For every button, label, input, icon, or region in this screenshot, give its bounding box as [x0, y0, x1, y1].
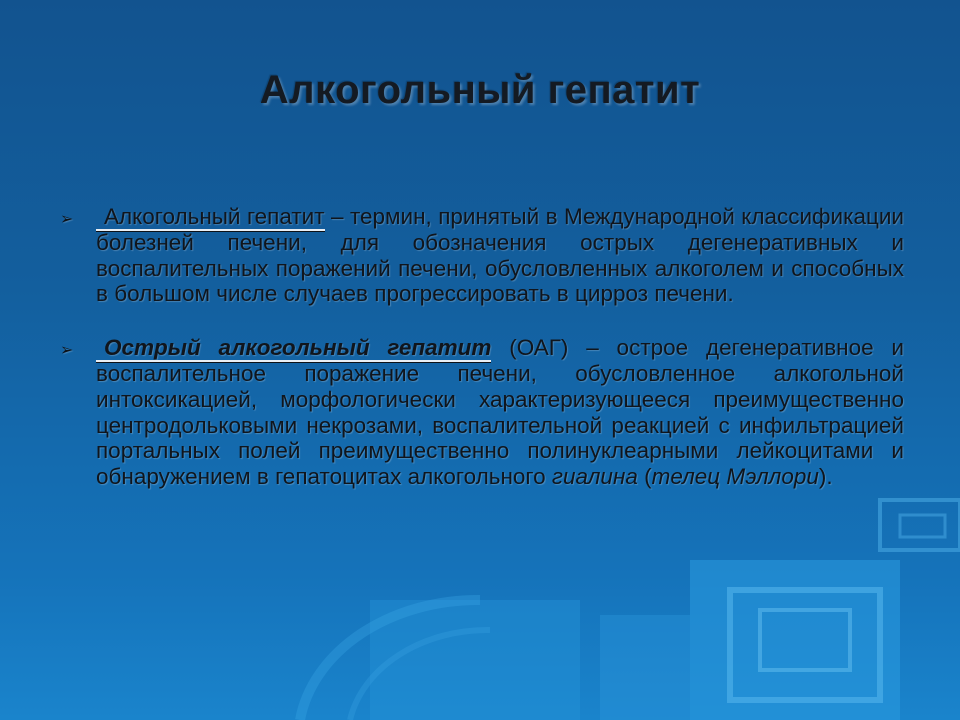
hyaline-term: гиалина [551, 464, 638, 490]
deco-block [730, 590, 880, 700]
definition-text: – термин, принятый в Международной классификации болезней печени, для обозначения острых дегенеративных и воспалительных поражений печени, обусловленных алкоголем и способных в большом числе случаев прогрессировать в цирроз печени. [96, 204, 904, 307]
paren-open: ( [637, 464, 652, 490]
bullet-definition [60, 204, 904, 307]
acute-definition-text: – острое дегенеративное и воспалительное поражение печени, обусловленное алкогольной интоксикацией, морфологически характеризующееся преимущественно центродольковыми некрозами, воспалительной реакцией с инфильтрацией портальных полей преимущественно полинуклеарными лейкоцитами и обнаружением в гепатоцитах алкогольного [96, 335, 904, 490]
arrow-bullet-icon: ➢ [60, 209, 74, 228]
arrow-bullet-icon: ➢ [60, 340, 74, 360]
deco-block [760, 610, 850, 670]
mallory-bodies-term: телец Мэллори [651, 464, 819, 490]
paren-close: ). [818, 464, 833, 490]
deco-block [880, 500, 960, 550]
deco-block [900, 515, 945, 537]
deco-block [370, 600, 580, 720]
deco-block [600, 615, 690, 720]
bullet-list [60, 204, 904, 490]
abbreviation: (ОАГ) [491, 335, 569, 361]
deco-arc [300, 600, 480, 720]
term-acute-alcoholic-hepatitis: Острый алкогольный гепатит [96, 335, 491, 362]
deco-arc [350, 630, 490, 720]
deco-block [690, 560, 900, 720]
bullet-acute-definition [60, 335, 904, 490]
term-alcoholic-hepatitis: Алкогольный гепатит [96, 204, 325, 231]
slide-title: Алкогольный гепатит [259, 68, 701, 112]
